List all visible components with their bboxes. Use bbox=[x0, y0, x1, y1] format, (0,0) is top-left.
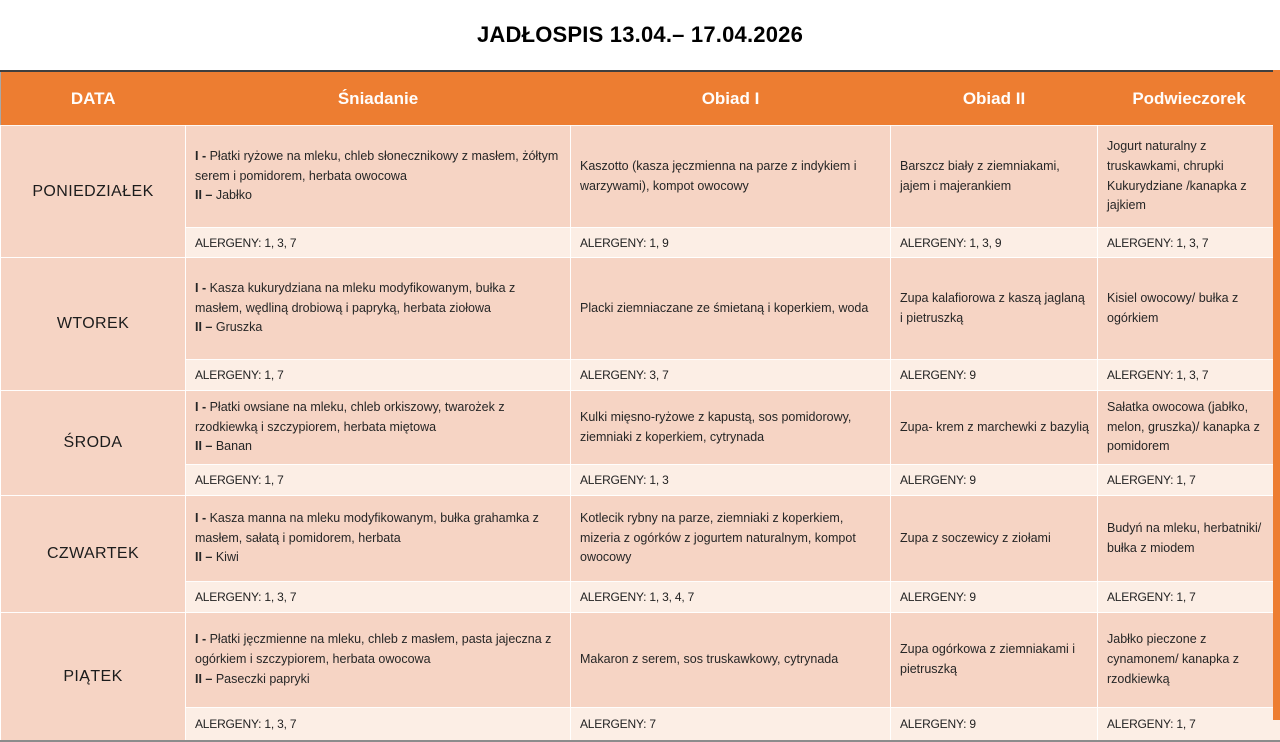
allergen-row-monday bbox=[1, 228, 1280, 258]
allergen-row-tuesday bbox=[1, 360, 1280, 391]
allergen-cell: ALERGENY: 9 bbox=[891, 465, 1098, 496]
meal-cell-podwieczorek: Budyń na mleku, herbatniki/ bułka z miodem bbox=[1098, 496, 1280, 582]
breakfast-second: II – Banan bbox=[195, 437, 564, 457]
meal-cell-sniadanie bbox=[186, 496, 571, 582]
allergen-cell: ALERGENY: 1, 7 bbox=[186, 360, 571, 391]
allergen-cell: ALERGENY: 9 bbox=[891, 360, 1098, 391]
allergen-cell: ALERGENY: 9 bbox=[891, 582, 1098, 613]
meal-cell-obiad1: Placki ziemniaczane ze śmietaną i koperkiem, woda bbox=[571, 258, 891, 360]
page-title: JADŁOSPIS 13.04.– 17.04.2026 bbox=[477, 22, 803, 48]
breakfast-second: II – Gruszka bbox=[195, 318, 564, 338]
breakfast-main: I - Kasza manna na mleku modyfikowanym, bułka grahamka z masłem, sałatą i pomidorem, herbata bbox=[195, 509, 564, 549]
allergen-cell: ALERGENY: 1, 3, 7 bbox=[186, 582, 571, 613]
column-header-podwieczorek: Podwieczorek bbox=[1098, 71, 1280, 126]
breakfast-main: I - Płatki jęczmienne na mleku, chleb z masłem, pasta jajeczna z ogórkiem i szczypiorem, herbata owocowa bbox=[195, 630, 564, 670]
title-bar bbox=[0, 0, 1280, 70]
header-row bbox=[1, 71, 1280, 126]
allergen-cell: ALERGENY: 1, 3, 7 bbox=[186, 228, 571, 258]
breakfast-main: I - Płatki owsiane na mleku, chleb orkiszowy, twarożek z rzodkiewką i szczypiorem, herbata miętowa bbox=[195, 398, 564, 438]
meal-row-tuesday bbox=[1, 258, 1280, 360]
allergen-cell: ALERGENY: 1, 3, 7 bbox=[186, 708, 571, 742]
meal-cell-podwieczorek: Jabłko pieczone z cynamonem/ kanapka z rzodkiewką bbox=[1098, 613, 1280, 708]
meal-cell-obiad1: Makaron z serem, sos truskawkowy, cytrynada bbox=[571, 613, 891, 708]
meal-cell-obiad2: Zupa z soczewicy z ziołami bbox=[891, 496, 1098, 582]
day-label: ŚRODA bbox=[1, 391, 186, 496]
column-header-data: DATA bbox=[1, 71, 186, 126]
breakfast-second: II – Kiwi bbox=[195, 548, 564, 568]
allergen-cell: ALERGENY: 1, 7 bbox=[1098, 708, 1280, 742]
meal-cell-sniadanie bbox=[186, 258, 571, 360]
meal-cell-sniadanie bbox=[186, 126, 571, 228]
meal-cell-obiad1: Kulki mięsno-ryżowe z kapustą, sos pomidorowy, ziemniaki z koperkiem, cytrynada bbox=[571, 391, 891, 465]
allergen-cell: ALERGENY: 1, 7 bbox=[1098, 582, 1280, 613]
meal-row-monday bbox=[1, 126, 1280, 228]
allergen-cell: ALERGENY: 1, 3, 4, 7 bbox=[571, 582, 891, 613]
column-header-obiad2: Obiad II bbox=[891, 71, 1098, 126]
allergen-cell: ALERGENY: 3, 7 bbox=[571, 360, 891, 391]
meal-row-thursday bbox=[1, 496, 1280, 582]
allergen-row-thursday bbox=[1, 582, 1280, 613]
day-label: PIĄTEK bbox=[1, 613, 186, 742]
day-label: CZWARTEK bbox=[1, 496, 186, 613]
meal-cell-podwieczorek: Sałatka owocowa (jabłko, melon, gruszka)/ kanapka z pomidorem bbox=[1098, 391, 1280, 465]
meal-cell-podwieczorek: Jogurt naturalny z truskawkami, chrupki Kukurydziane /kanapka z jajkiem bbox=[1098, 126, 1280, 228]
meal-cell-obiad1: Kaszotto (kasza jęczmienna na parze z indykiem i warzywami), kompot owocowy bbox=[571, 126, 891, 228]
allergen-cell: ALERGENY: 1, 7 bbox=[186, 465, 571, 496]
breakfast-second: II – Jabłko bbox=[195, 186, 564, 206]
meal-cell-podwieczorek: Kisiel owocowy/ bułka z ogórkiem bbox=[1098, 258, 1280, 360]
menu-table bbox=[0, 70, 1280, 742]
allergen-cell: ALERGENY: 1, 7 bbox=[1098, 465, 1280, 496]
allergen-cell: ALERGENY: 7 bbox=[571, 708, 891, 742]
meal-row-friday bbox=[1, 613, 1280, 708]
column-header-obiad1: Obiad I bbox=[571, 71, 891, 126]
allergen-row-friday bbox=[1, 708, 1280, 742]
allergen-cell: ALERGENY: 1, 3, 9 bbox=[891, 228, 1098, 258]
day-label: WTOREK bbox=[1, 258, 186, 391]
breakfast-main: I - Płatki ryżowe na mleku, chleb słonecznikowy z masłem, żółtym serem i pomidorem, herbata owocowa bbox=[195, 147, 564, 187]
column-header-sniadanie: Śniadanie bbox=[186, 71, 571, 126]
day-label: PONIEDZIAŁEK bbox=[1, 126, 186, 258]
allergen-cell: ALERGENY: 1, 9 bbox=[571, 228, 891, 258]
allergen-cell: ALERGENY: 1, 3, 7 bbox=[1098, 360, 1280, 391]
meal-cell-sniadanie bbox=[186, 391, 571, 465]
meal-cell-obiad1: Kotlecik rybny na parze, ziemniaki z koperkiem, mizeria z ogórków z jogurtem naturalnym, kompot owocowy bbox=[571, 496, 891, 582]
allergen-row-wednesday bbox=[1, 465, 1280, 496]
meal-cell-obiad2: Barszcz biały z ziemniakami, jajem i majerankiem bbox=[891, 126, 1098, 228]
allergen-cell: ALERGENY: 1, 3 bbox=[571, 465, 891, 496]
meal-cell-obiad2: Zupa kalafiorowa z kaszą jaglaną i pietruszką bbox=[891, 258, 1098, 360]
meal-cell-obiad2: Zupa- krem z marchewki z bazylią bbox=[891, 391, 1098, 465]
meal-row-wednesday bbox=[1, 391, 1280, 465]
breakfast-main: I - Kasza kukurydziana na mleku modyfikowanym, bułka z masłem, wędliną drobiową i papryką, herbata ziołowa bbox=[195, 279, 564, 319]
table-right-border bbox=[1273, 70, 1280, 720]
meal-cell-obiad2: Zupa ogórkowa z ziemniakami i pietruszką bbox=[891, 613, 1098, 708]
meal-cell-sniadanie bbox=[186, 613, 571, 708]
allergen-cell: ALERGENY: 1, 3, 7 bbox=[1098, 228, 1280, 258]
allergen-cell: ALERGENY: 9 bbox=[891, 708, 1098, 742]
breakfast-second: II – Paseczki papryki bbox=[195, 670, 564, 690]
